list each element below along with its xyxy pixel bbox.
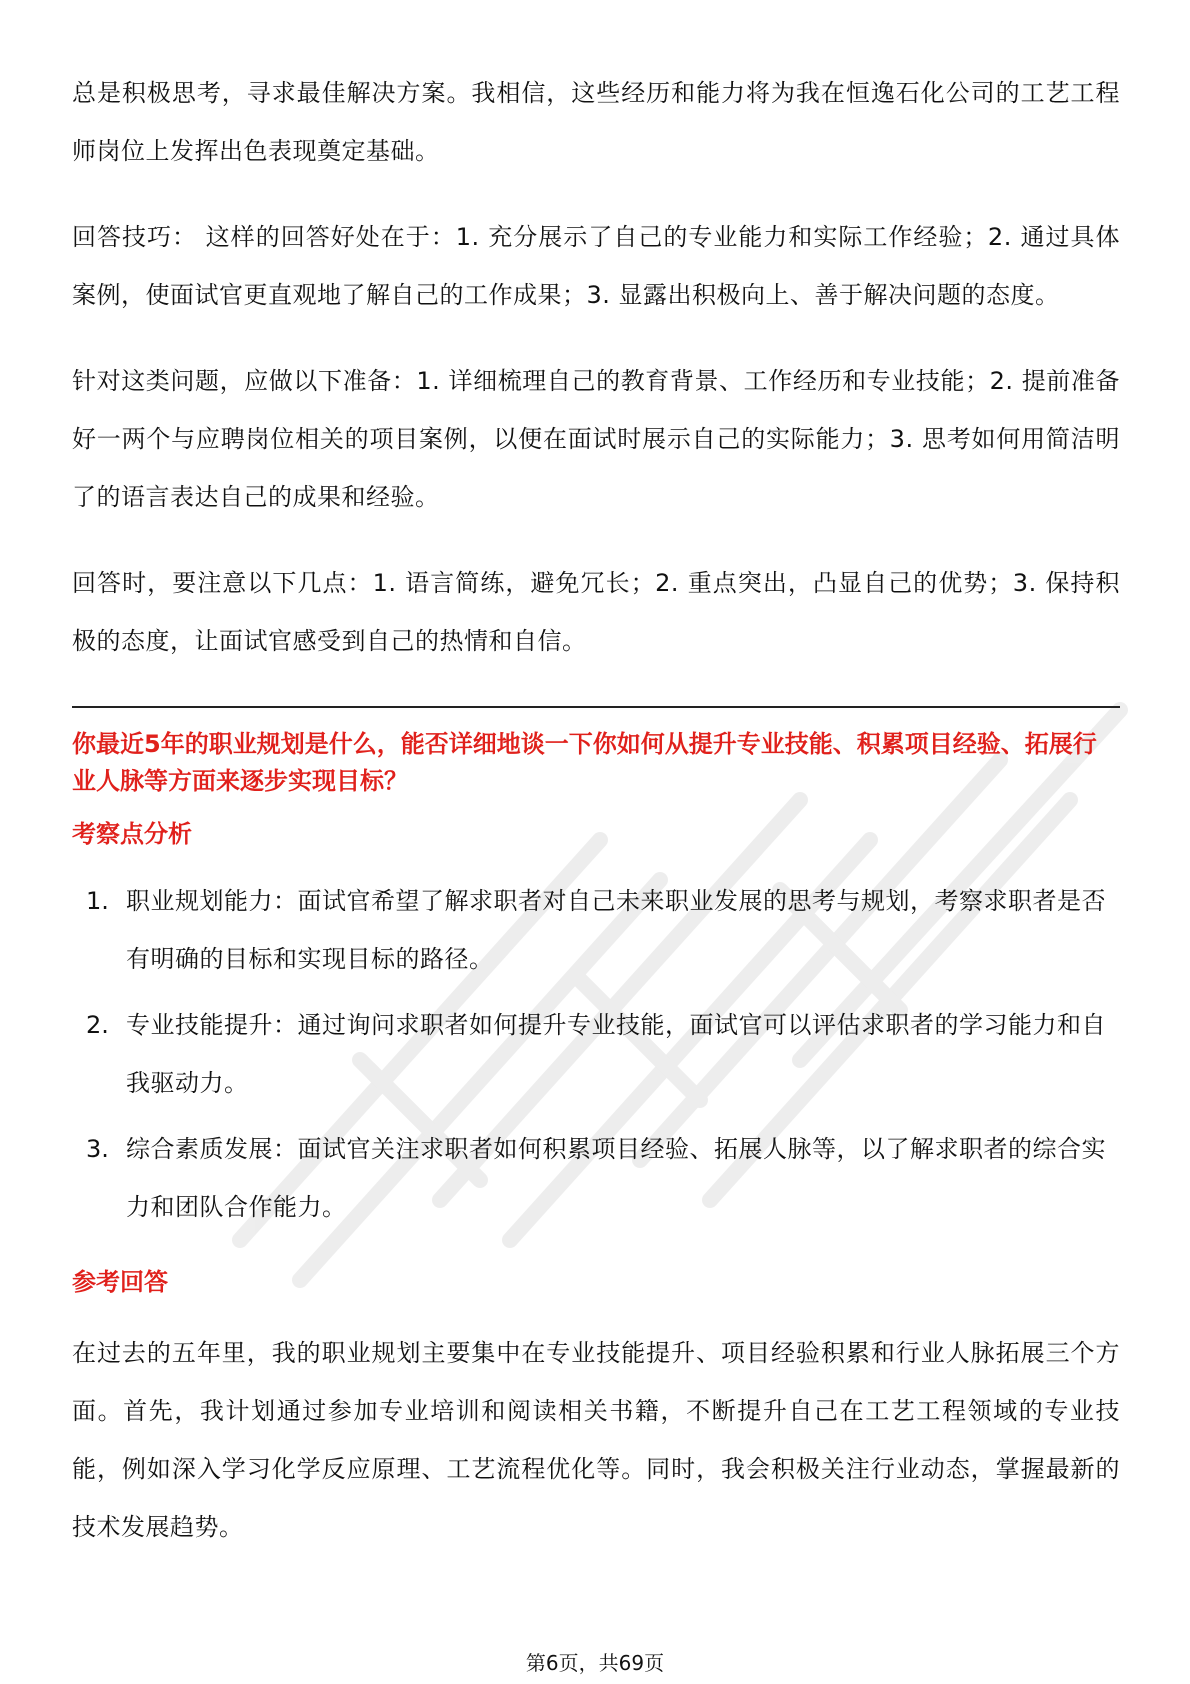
list-item — [72, 872, 1120, 988]
analysis-heading: 考察点分析 — [72, 820, 192, 848]
paragraph-answer-tips: 回答技巧： 这样的回答好处在于：1. 充分展示了自己的专业能力和实际工作经验；2. 通过具体案例，使面试官更直观地了解自己的工作成果；3. 显露出积极向上、善于解决问题的态度。 — [72, 223, 1120, 309]
list-item-number: 1. — [86, 887, 109, 915]
section-divider — [72, 706, 1120, 708]
list-item-text: 综合素质发展：面试官关注求职者如何积累项目经验、拓展人脉等，以了解求职者的综合实力和团队合作能力。 — [126, 1135, 1106, 1221]
analysis-list — [72, 872, 1120, 1236]
list-item-number: 3. — [86, 1135, 109, 1163]
list-item-text: 职业规划能力：面试官希望了解求职者对自己未来职业发展的思考与规划，考察求职者是否有明确的目标和实现目标的路径。 — [126, 887, 1106, 973]
paragraph-conclusion: 总是积极思考，寻求最佳解决方案。我相信，这些经历和能力将为我在恒逸石化公司的工艺工程师岗位上发挥出色表现奠定基础。 — [72, 79, 1120, 165]
reference-answer-paragraph: 在过去的五年里，我的职业规划主要集中在专业技能提升、项目经验积累和行业人脉拓展三个方面。首先，我计划通过参加专业培训和阅读相关书籍，不断提升自己在工艺工程领域的专业技能，例如深入学习化学反应原理、工艺流程优化等。同时，我会积极关注行业动态，掌握最新的技术发展趋势。 — [72, 1339, 1120, 1541]
page-content — [72, 64, 1120, 1556]
list-item — [72, 996, 1120, 1112]
paragraph-preparation: 针对这类问题，应做以下准备：1. 详细梳理自己的教育背景、工作经历和专业技能；2. 提前准备好一两个与应聘岗位相关的项目案例，以便在面试时展示自己的实际能力；3. 思考如何用简洁明了的语言表达自己的成果和经验。 — [72, 367, 1120, 511]
list-item-text: 专业技能提升：通过询问求职者如何提升专业技能，面试官可以评估求职者的学习能力和自我驱动力。 — [126, 1011, 1106, 1097]
list-item-number: 2. — [86, 1011, 109, 1039]
reference-answer-heading: 参考回答 — [72, 1268, 168, 1296]
page-number-footer: 第6页，共69页 — [525, 1651, 665, 1675]
interview-question: 你最近5年的职业规划是什么，能否详细地谈一下你如何从提升专业技能、积累项目经验、拓展行业人脉等方面来逐步实现目标？ — [72, 730, 1097, 795]
list-item — [72, 1120, 1120, 1236]
paragraph-attention-points: 回答时，要注意以下几点：1. 语言简练，避免冗长；2. 重点突出，凸显自己的优势；3. 保持积极的态度，让面试官感受到自己的热情和自信。 — [72, 569, 1120, 655]
